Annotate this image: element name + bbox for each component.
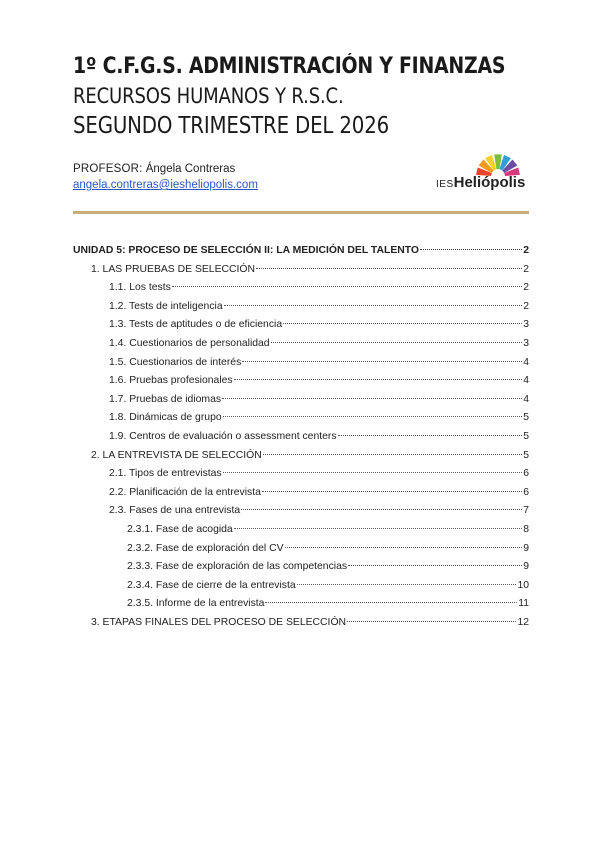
toc-entry-title: 1.4. Cuestionarios de personalidad <box>109 335 270 354</box>
toc-page-number: 8 <box>523 523 529 535</box>
toc-entry-title: 2.1. Tipos de entrevistas <box>109 465 222 484</box>
toc-page-number: 2 <box>523 245 529 256</box>
toc-page-number: 2 <box>523 300 529 312</box>
professor-email-link[interactable]: angela.contreras@iesheliopolis.com <box>73 179 258 191</box>
toc-page-number: 2 <box>523 282 529 294</box>
toc-entry[interactable] <box>127 595 529 614</box>
course-title: 1º C.F.G.S. ADMINISTRACIÓN Y FINANZAS <box>73 54 506 79</box>
toc-leader-dots <box>234 528 523 529</box>
toc-entry-title: 2.3.1. Fase de acogida <box>127 521 233 540</box>
toc-entry[interactable] <box>109 316 529 335</box>
toc-entry-title: 2. LA ENTREVISTA DE SELECCIÓN <box>91 447 262 466</box>
toc-page-number: 11 <box>518 598 529 610</box>
toc-entry-title: 1.8. Dinámicas de grupo <box>109 409 222 428</box>
toc-entry-title: 1.2. Tests de inteligencia <box>109 298 223 317</box>
toc-page-number: 9 <box>523 561 529 573</box>
toc-entry[interactable] <box>109 465 529 484</box>
toc-page-number: 12 <box>517 616 529 628</box>
toc-leader-dots <box>265 602 517 603</box>
school-logo <box>436 152 531 196</box>
toc-leader-dots <box>338 435 523 436</box>
logo-brand: Heliópolis <box>453 174 526 191</box>
toc-leader-dots <box>271 342 523 343</box>
toc-entry-title: 1.5. Cuestionarios de interés <box>109 354 241 373</box>
toc-entry-title: 3. ETAPAS FINALES DEL PROCESO DE SELECCIÓN <box>91 614 346 633</box>
header-divider <box>73 211 529 214</box>
toc-leader-dots <box>172 286 522 287</box>
logo-prefix: IES <box>436 179 454 190</box>
toc-entry[interactable] <box>109 372 529 391</box>
toc-leader-dots <box>283 323 522 324</box>
toc-entry[interactable] <box>109 484 529 503</box>
toc-page-number: 5 <box>523 430 529 442</box>
toc-leader-dots <box>347 621 516 622</box>
toc-entry-title: 1.9. Centros de evaluación o assessment centers <box>109 428 337 447</box>
toc-entry-title: 2.3.2. Fase de exploración del CV <box>127 540 284 559</box>
toc-entry[interactable] <box>91 447 529 466</box>
toc-entry[interactable] <box>91 614 529 633</box>
toc-entry[interactable] <box>73 242 529 261</box>
toc-entry[interactable] <box>109 391 529 410</box>
toc-entry[interactable] <box>109 354 529 373</box>
document-header <box>73 52 529 142</box>
toc-page-number: 4 <box>523 375 529 387</box>
toc-entry-title: 1.3. Tests de aptitudes o de eficiencia <box>109 316 282 335</box>
toc-entry[interactable] <box>109 279 529 298</box>
professor-line <box>73 162 235 177</box>
toc-entry-title: 2.3.5. Informe de la entrevista <box>127 595 264 614</box>
toc-page-number: 3 <box>523 337 529 349</box>
toc-entry[interactable] <box>127 521 529 540</box>
toc-leader-dots <box>263 454 522 455</box>
toc-entry[interactable] <box>127 577 529 596</box>
toc-leader-dots <box>420 249 522 250</box>
toc-leader-dots <box>223 416 523 417</box>
table-of-contents <box>73 242 529 632</box>
toc-leader-dots <box>242 361 522 362</box>
subject-title: RECURSOS HUMANOS Y R.S.C. <box>73 84 344 108</box>
professor-name: Ángela Contreras <box>145 163 236 175</box>
toc-entry[interactable] <box>127 540 529 559</box>
toc-page-number: 2 <box>523 263 529 275</box>
toc-page-number: 3 <box>523 319 529 331</box>
toc-page-number: 10 <box>517 579 529 591</box>
toc-leader-dots <box>348 565 522 566</box>
toc-page-number: 6 <box>523 486 529 498</box>
toc-entry-title: UNIDAD 5: PROCESO DE SELECCIÓN II: LA MEDICIÓN DEL TALENTO <box>73 242 419 261</box>
toc-page-number: 7 <box>523 505 529 517</box>
toc-page-number: 5 <box>523 449 529 461</box>
toc-entry[interactable] <box>109 409 529 428</box>
toc-entry-title: 1. LAS PRUEBAS DE SELECCIÓN <box>91 261 255 280</box>
toc-page-number: 9 <box>523 542 529 554</box>
toc-leader-dots <box>224 305 523 306</box>
toc-leader-dots <box>223 472 523 473</box>
toc-entry-title: 2.3.4. Fase de cierre de la entrevista <box>127 577 296 596</box>
toc-entry[interactable] <box>109 428 529 447</box>
professor-label: PROFESOR: <box>73 163 143 175</box>
toc-entry-title: 2.3.3. Fase de exploración de las competencias <box>127 558 347 577</box>
toc-leader-dots <box>234 379 523 380</box>
toc-page-number: 4 <box>523 356 529 368</box>
toc-page-number: 6 <box>523 468 529 480</box>
toc-entry[interactable] <box>109 502 529 521</box>
toc-leader-dots <box>222 398 522 399</box>
toc-page-number: 4 <box>523 393 529 405</box>
toc-entry[interactable] <box>91 261 529 280</box>
toc-entry[interactable] <box>109 335 529 354</box>
toc-entry-title: 2.3. Fases de una entrevista <box>109 502 240 521</box>
toc-entry-title: 1.7. Pruebas de idiomas <box>109 391 221 410</box>
toc-leader-dots <box>297 584 517 585</box>
toc-entry-title: 1.1. Los tests <box>109 279 171 298</box>
toc-leader-dots <box>256 268 522 269</box>
toc-entry-title: 2.2. Planificación de la entrevista <box>109 484 261 503</box>
term-title: SEGUNDO TRIMESTRE DEL 2026 <box>73 113 390 139</box>
toc-leader-dots <box>262 491 522 492</box>
toc-entry-title: 1.6. Pruebas profesionales <box>109 372 233 391</box>
toc-page-number: 5 <box>523 412 529 424</box>
toc-leader-dots <box>285 547 523 548</box>
toc-entry[interactable] <box>109 298 529 317</box>
toc-leader-dots <box>241 509 522 510</box>
toc-entry[interactable] <box>127 558 529 577</box>
